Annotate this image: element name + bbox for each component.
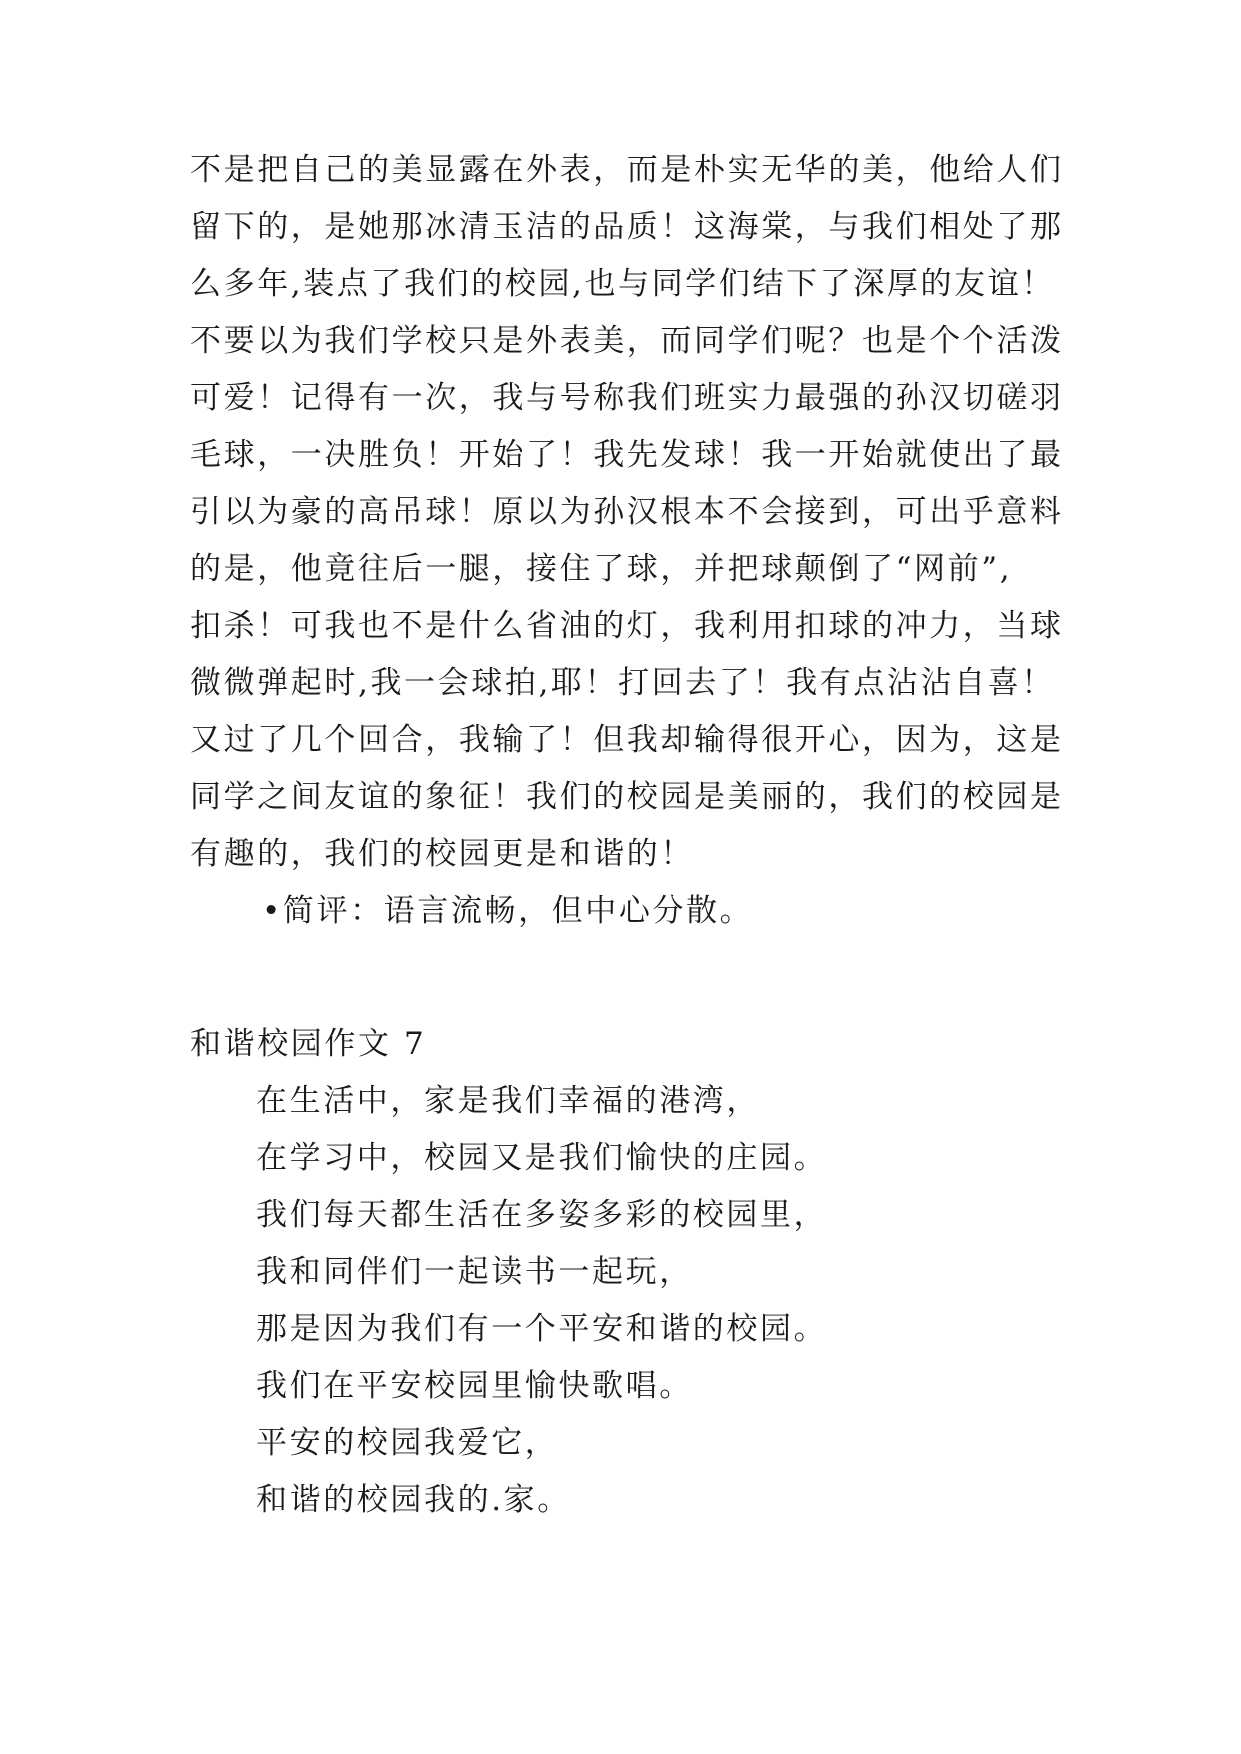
poem-line: 我们每天都生活在多姿多彩的校园里， [256, 1197, 828, 1233]
poem-line: 那是因为我们有一个平安和谐的校园。 [256, 1311, 828, 1347]
paragraph-line: 么多年,装点了我们的校园,也与同学们结下了深厚的友谊！ [190, 266, 1055, 302]
poem-line: 和谐的校园我的.家。 [256, 1482, 571, 1518]
poem-line: 在生活中，家是我们幸福的港湾， [256, 1083, 760, 1119]
paragraph-line: 的是，他竟往后一腿，接住了球，并把球颠倒了“网前”, [190, 551, 1013, 587]
paragraph-line: 引以为豪的高吊球！原以为孙汉根本不会接到，可出乎意料 [190, 494, 1064, 530]
paragraph-line: 毛球，一决胜负！开始了！我先发球！我一开始就使出了最 [190, 437, 1064, 473]
paragraph-line: 有趣的，我们的校园更是和谐的！ [190, 836, 694, 872]
paragraph-line: 不要以为我们学校只是外表美，而同学们呢？也是个个活泼 [190, 323, 1064, 359]
paragraph-line: 留下的，是她那冰清玉洁的品质！这海棠，与我们相处了那 [190, 209, 1064, 245]
paragraph-line: 扣杀！可我也不是什么省油的灯，我利用扣球的冲力，当球 [190, 608, 1064, 644]
paragraph-line: 微微弹起时,我一会球拍,耶！打回去了！我有点沾沾自喜！ [190, 665, 1055, 701]
poem-line: 平安的校园我爱它， [256, 1425, 559, 1461]
paragraph-line: 又过了几个回合，我输了！但我却输得很开心，因为，这是 [190, 722, 1064, 758]
essay-title: 和谐校园作文 7 [190, 1026, 427, 1062]
paragraph-line: 同学之间友谊的象征！我们的校园是美丽的，我们的校园是 [190, 779, 1064, 815]
poem-line: 在学习中，校园又是我们愉快的庄园。 [256, 1140, 828, 1176]
paragraph-line: 可爱！记得有一次，我与号称我们班实力最强的孙汉切磋羽 [190, 380, 1064, 416]
paragraph-line: 不是把自己的美显露在外表，而是朴实无华的美，他给人们 [190, 152, 1064, 188]
comment-line: •简评：语言流畅，但中心分散。 [262, 893, 754, 929]
poem-line: 我和同伴们一起读书一起玩， [256, 1254, 693, 1290]
poem-line: 我们在平安校园里愉快歌唱。 [256, 1368, 693, 1404]
